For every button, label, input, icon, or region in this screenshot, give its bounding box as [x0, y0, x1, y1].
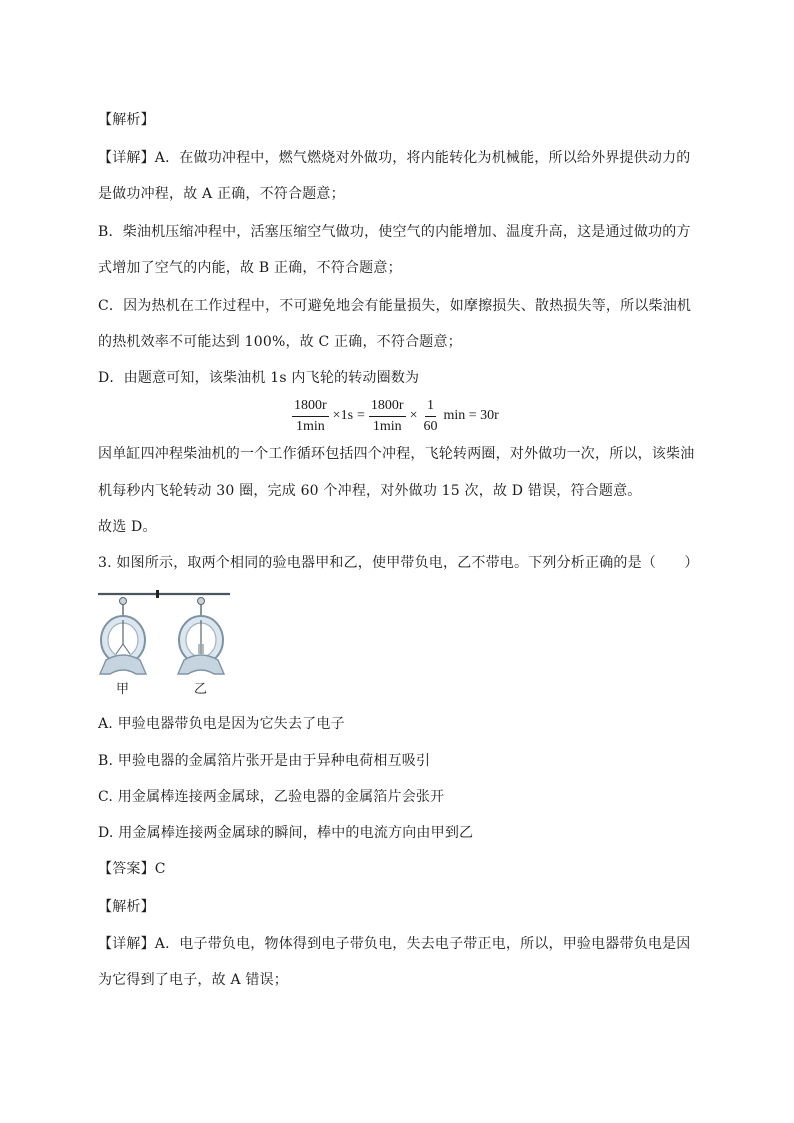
electroscope-illustration	[92, 588, 242, 683]
fraction	[369, 397, 406, 436]
paragraph-line: B．柴油机压缩冲程中，活塞压缩空气做功，使空气的内能增加、温度升高，这是通过做功的方	[98, 224, 691, 240]
section-heading-analysis: 【解析】	[98, 899, 155, 915]
paragraph-line: 是做功冲程，故 A 正确，不符合题意；	[98, 186, 345, 202]
paragraph-line: 【详解】A．电子带负电，物体得到电子带负电，失去电子带正电，所以，甲验电器带负电是因	[98, 936, 691, 952]
fraction-numerator: 1800r	[292, 397, 329, 417]
electroscope-figure	[92, 588, 242, 700]
question-stem: 3. 如图所示，取两个相同的验电器甲和乙，使甲带负电，乙不带电。下列分析正确的是（ ）	[98, 555, 699, 571]
label-jia: 甲	[116, 682, 130, 697]
paragraph-line: 式增加了空气的内能，故 B 正确，不符合题意；	[98, 260, 402, 276]
option-b: B. 甲验电器的金属箔片张开是由于异种电荷相互吸引	[98, 753, 431, 769]
option-a: A. 甲验电器带负电是因为它失去了电子	[98, 716, 345, 732]
rod-handle	[156, 590, 159, 598]
fraction-numerator: 1	[425, 397, 436, 417]
formula-operator: ×1s	[332, 408, 354, 423]
fraction-denominator: 1min	[295, 418, 325, 434]
paragraph-line: 的热机效率不可能达到 100%，故 C 正确，不符合题意；	[98, 334, 462, 350]
paragraph-line: 因单缸四冲程柴油机的一个工作循环包括四个冲程，飞轮转两圈，对外做功一次，所以，该柴油	[98, 446, 695, 462]
fraction-denominator: 60	[423, 418, 438, 434]
fraction-denominator: 1min	[372, 418, 402, 434]
answer-choice-line: 故选 D。	[98, 519, 157, 535]
fraction-numerator: 1800r	[369, 397, 406, 417]
formula-equals: =	[357, 408, 365, 423]
answer-line: 【答案】C	[98, 861, 166, 877]
paragraph-line: 机每秒内飞轮转动 30 圈，完成 60 个冲程，对外做功 15 次，故 D 错误，符合题意。	[98, 483, 642, 499]
option-c: C. 用金属棒连接两金属球，乙验电器的金属箔片会张开	[98, 789, 445, 805]
electroscope-left	[100, 598, 146, 675]
formula-operator: ×	[409, 408, 418, 423]
paragraph-line: D．由题意可知，该柴油机 1s 内飞轮的转动圈数为	[98, 370, 420, 386]
fraction	[422, 397, 440, 436]
paragraph-line: 【详解】A．在做功冲程中，燃气燃烧对外做功，将内能转化为机械能，所以给外界提供动力的	[98, 150, 691, 166]
fraction	[292, 397, 329, 436]
electroscope-right	[178, 598, 224, 675]
paragraph-line: 为它得到了电子，故 A 错误；	[98, 972, 289, 988]
option-d: D. 用金属棒连接两金属球的瞬间，棒中的电流方向由甲到乙	[98, 825, 474, 841]
label-yi: 乙	[194, 682, 208, 697]
section-heading-analysis: 【解析】	[98, 112, 155, 128]
paragraph-line: C．因为热机在工作过程中，不可避免地会有能量损失，如摩擦损失、散热损失等，所以柴油机	[98, 298, 692, 314]
rotation-formula	[290, 392, 501, 440]
formula-result: min = 30r	[443, 408, 499, 423]
